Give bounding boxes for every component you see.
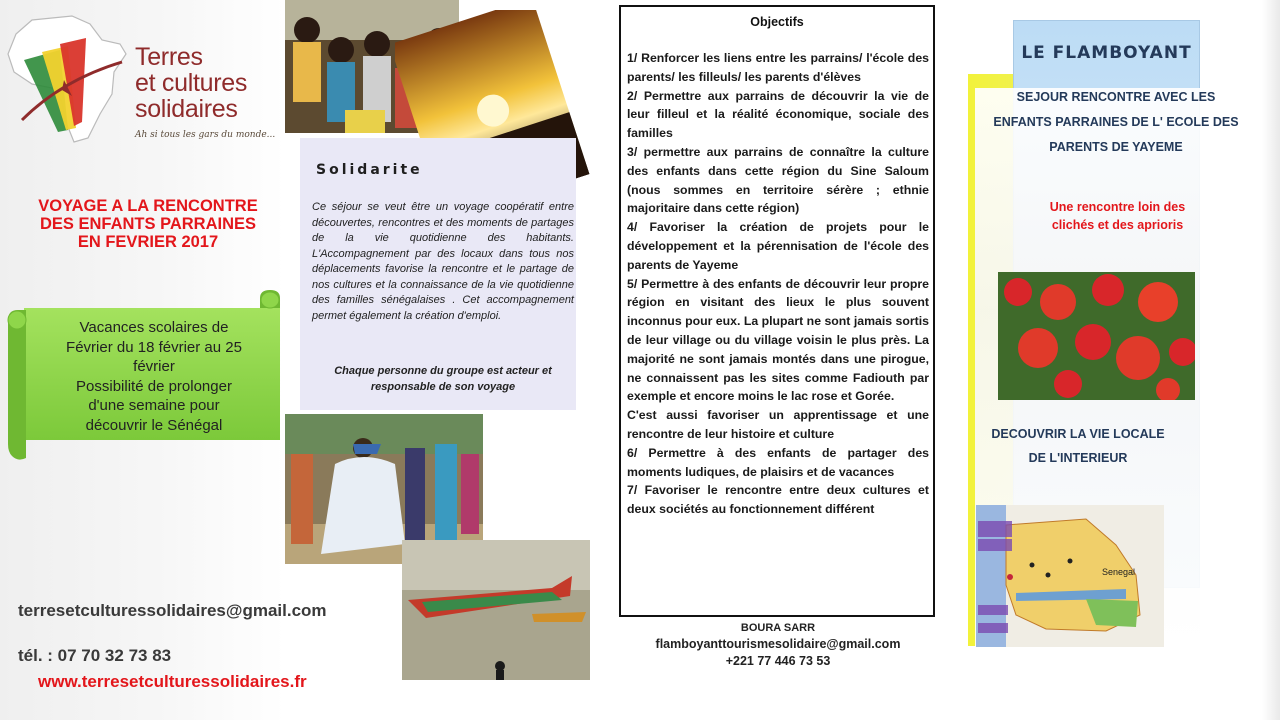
logo-wordmark	[135, 44, 247, 122]
partner-contact-phone: +221 77 446 73 53	[725, 654, 831, 668]
contact-website-link[interactable]: www.terresetculturessolidaires.fr	[38, 672, 307, 691]
objectif-item: 5/ Permettre à des enfants de découvrir leur propre région en visitant des lieux le plus souvent inconnus pour eux. La plupart ne sont jamais sortis de leur village ou du village voisin le plus près. La majorité ne sont jamais montés dans une pirogue, ne connaissent pas les sites comme Fadiouth par exemple et encore moins le lac rose et Gorée.	[627, 276, 930, 404]
objectif-item: 1/ Renforcer les liens entre les parrains/ l'école des parents/ les filleuls/ les parents d'élèves	[627, 51, 929, 84]
objectif-item: 4/ Favoriser la création de projets pour le développement et la pérennisation de l'école des parents de Yayeme	[627, 220, 929, 272]
logo-line-2: et cultures	[135, 69, 248, 97]
flamboyant-subtitle	[983, 85, 1249, 160]
flamboyant-sub-line-3: PARENTS DE YAYEME	[1049, 140, 1183, 154]
flamboyant-sub-line-1: SEJOUR RENCONTRE AVEC LES	[1016, 90, 1216, 104]
flamboyant-tag-line-2: clichés et des aprioris	[1051, 218, 1184, 232]
vacances-line-3: février	[133, 358, 175, 375]
brand-logo	[2, 10, 292, 150]
vacances-line-5: d'une semaine pour	[88, 397, 220, 414]
vacances-text	[28, 318, 280, 435]
voyage-line-3: EN FEVRIER 2017	[77, 233, 219, 251]
voyage-line-2: DES ENFANTS PARRAINES	[39, 215, 257, 233]
objectif-item: 3/ permettre aux parrains de connaître la culture des enfants dans cette région du Sine Saloum (nous sommes en territoire sérère ; ethnie majoritaire dans cette région)	[627, 144, 929, 216]
pirogue-photo	[402, 540, 590, 680]
voyage-heading	[18, 197, 278, 251]
flamboyant-tag-line-1: Une rencontre loin des	[1049, 200, 1186, 214]
logo-tagline: Ah si tous les gars du monde...	[135, 130, 276, 140]
vacances-line-6: découvrir le Sénégal	[85, 416, 223, 434]
map-country-label: Senegal	[1102, 567, 1136, 577]
objectif-item: C'est aussi favoriser un apprentissage et une rencontre de leur histoire et culture	[627, 408, 929, 441]
discover-heading	[978, 422, 1178, 470]
senegal-map	[976, 505, 1164, 647]
flamboyant-sub-line-2: ENFANTS PARRAINES DE L' ECOLE DES	[993, 115, 1239, 129]
logo-line-3: solidaires	[135, 95, 238, 123]
solidarite-footer: Chaque personne du groupe est acteur et responsable de son voyage	[334, 365, 552, 393]
discover-line-1: DECOUVRIR LA VIE LOCALE	[991, 427, 1165, 441]
vacances-line-1: Vacances scolaires de	[79, 319, 229, 336]
objectifs-list	[627, 49, 929, 519]
contact-email[interactable]: terresetculturessolidaires@gmail.com	[18, 601, 327, 620]
africa-map-icon	[2, 10, 137, 150]
discover-line-2: DE L'INTERIEUR	[1028, 451, 1128, 465]
solidarite-panel	[300, 138, 576, 410]
flamboyant-title: LE FLAMBOYANT	[1021, 43, 1192, 63]
vacances-line-4: Possibilité de prolonger	[76, 377, 232, 395]
objectif-item: 2/ Permettre aux parrains de découvrir la vie de leur filleul et la réalité économique, sociale des familles	[627, 88, 929, 141]
vacances-line-2: Février du 18 février au 25	[66, 338, 242, 356]
logo-line-1: Terres	[135, 43, 203, 71]
solidarite-title: Solidarite	[316, 162, 423, 178]
objectif-item: 6/ Permettre à des enfants de partager des moments ludiques, de plaisirs et de vacances	[627, 445, 929, 479]
vacances-scroll	[6, 290, 281, 462]
solidarite-body: Ce séjour se veut être un voyage coopératif entre découvertes, rencontres et des moments de partages de la vie quotidienne des habitants. L'Accompagnement par des locaux dans tous nos déplacements favorise la rencontre et le partage de nos cultures et la connaissance de la vie quotidienne des familles sénégalaises . Cet accompagnement permet également la création d'emploi.	[312, 201, 574, 322]
objectif-item: 7/ Favoriser le rencontre entre deux cultures et deux sociétés au fonctionnement différent	[627, 483, 929, 517]
right-edge-shade	[1262, 0, 1280, 720]
objectifs-title: Objectifs	[750, 15, 804, 29]
voyage-line-1: VOYAGE A LA RENCONTRE	[38, 197, 258, 215]
partner-contact-name: BOURA SARR	[740, 622, 816, 634]
partner-contact-email[interactable]: flamboyanttourismesolidaire@gmail.com	[655, 637, 901, 651]
flamboyant-tagline	[1030, 198, 1205, 234]
objectifs-box	[619, 5, 935, 617]
flamboyant-tree-photo	[998, 272, 1195, 400]
contact-phone: tél. : 07 70 32 73 83	[18, 646, 172, 665]
